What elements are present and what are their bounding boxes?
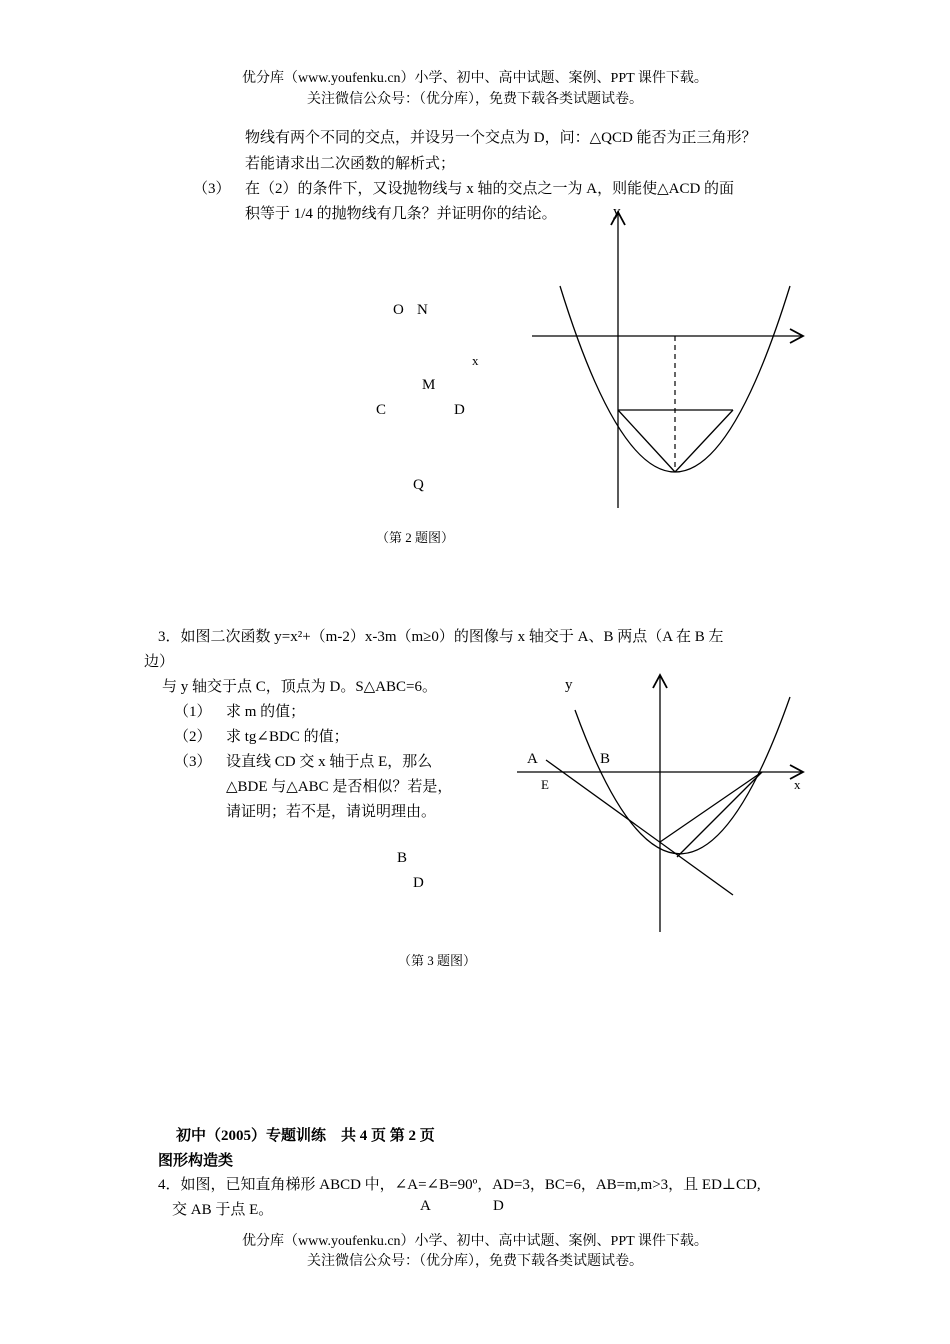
fig3-line-cb [660,772,762,842]
header-line-2: 关注微信公众号：（优分库），免费下载各类试题试卷。 [307,92,643,107]
fig3-label-d: D [413,875,424,891]
problem4-line-1: 4．如图，已知直角梯形 ABCD 中，∠A=∠B=90º，AD=3，BC=6，AB=m,m>3，且 ED⊥CD, [158,1177,761,1193]
problem4-label-d: D [493,1198,504,1214]
problem3-item1-number: （1） [174,704,212,720]
fig2-label-c: C [376,402,387,418]
footer-line-2: 关注微信公众号：（优分库），免费下载各类试题试卷。 [307,1254,643,1269]
fig2-label-d: D [454,402,465,418]
page-info: 初中（2005）专题训练 共 4 页 第 2 页 [176,1128,435,1144]
footer-line-1: 优分库（www.youfenku.cn）小学、初中、高中试题、案例、PPT 课件下载。 [242,1234,708,1249]
problem3-item1-text: 求 m 的值； [226,704,306,720]
fig2-side-dq [675,410,733,472]
problem3-line-1: 3．如图二次函数 y=x²+（m-2）x-3m（m≥0）的图像与 x 轴交于 A、B 两点（A 在 B 左 [158,629,724,645]
fig3-label-b: B [600,751,611,767]
fig3-caption: （第 3 题图） [398,953,477,968]
fig3-label-y: y [565,677,573,693]
problem3-item3-number: （3） [174,754,212,770]
problem2-part3-number: （3） [193,181,231,197]
fig2-label-q: Q [413,477,424,493]
fig2-label-n: N [417,302,428,318]
problem3-line-2: 与 y 轴交于点 C，顶点为 D。S△ABC=6。 [162,679,438,695]
fig2-label-o: O [393,302,404,318]
fig2-label-x: x [472,353,479,368]
problem2-line-2: 若能请求出二次函数的解析式； [245,156,456,172]
fig3-line-db [677,772,762,857]
problem3-item2-text: 求 tg∠BDC 的值； [226,729,349,745]
problem3-item3-line-2: △BDE 与△ABC 是否相似？若是， [226,779,453,795]
fig3-label-a: A [527,751,538,767]
section-title: 图形构造类 [158,1153,234,1169]
fig2-label-m: M [422,377,436,393]
problem3-item3-line-3: 请证明；若不是，请说明理由。 [226,804,437,820]
problem2-line-1: 物线有两个不同的交点，并设另一个交点为 D，问：△QCD 能否为正三角形？ [245,130,757,146]
problem2-part3-line-2: 积等于 1/4 的抛物线有几条？并证明你的结论。 [245,206,557,222]
problem3-item3-text: 设直线 CD 交 x 轴于点 E，那么 [226,754,433,770]
fig3-label-b-offset: B [397,850,408,866]
fig3-label-e: E [541,777,549,792]
fig2-caption: （第 2 题图） [376,530,455,545]
fig2-side-cq [618,410,675,472]
problem2-part3-line-1: 在（2）的条件下，又设抛物线与 x 轴的交点之一为 A，则能使△ACD 的面 [245,181,735,197]
problem3-line-1b: 边） [144,654,175,670]
problem4-line-2: 交 AB 于点 E。 [172,1202,274,1218]
fig2-label-y: y [613,204,621,220]
problem4-label-a: A [420,1198,431,1214]
fig3-label-x: x [794,777,801,792]
fig3-line-cd [546,760,733,895]
problem3-item2-number: （2） [174,729,212,745]
header-line-1: 优分库（www.youfenku.cn）小学、初中、高中试题、案例、PPT 课件下载。 [242,71,708,86]
